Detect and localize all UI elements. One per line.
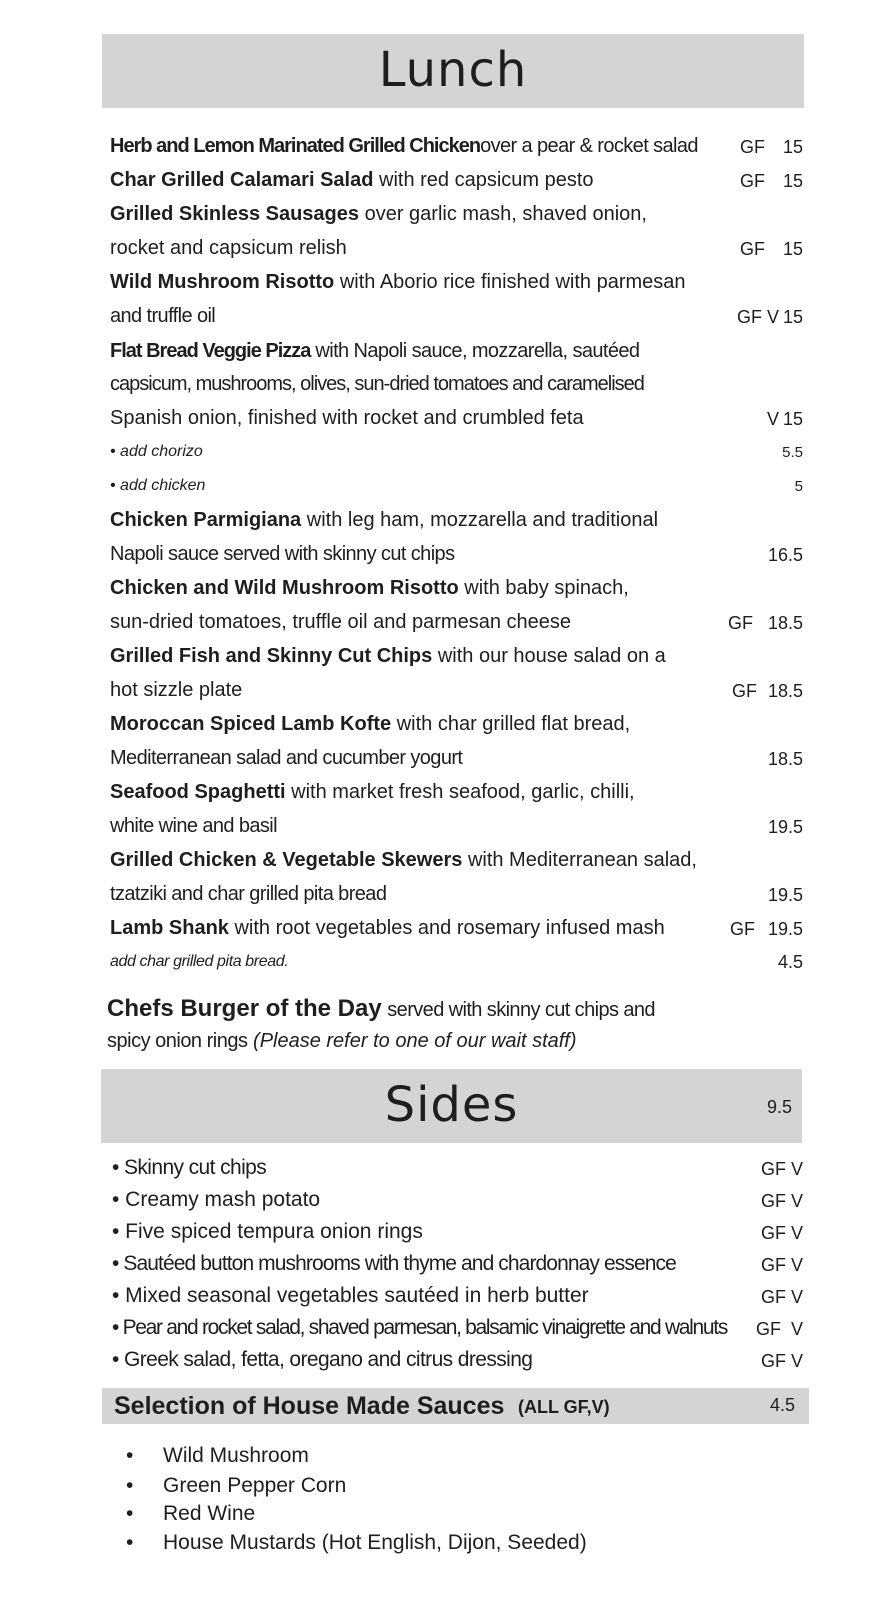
- item-name: Chicken Parmigiana: [110, 509, 302, 531]
- item-name: Grilled Fish and Skinny Cut Chips: [110, 645, 433, 667]
- sauces-title: Selection of House Made Sauces: [114, 1392, 505, 1420]
- menu-item: [110, 168, 594, 192]
- item-price: 18.5: [767, 749, 803, 769]
- side-item: • Pear and rocket salad, shaved parmesan, balsamic vinaigrette and walnuts: [112, 1316, 728, 1339]
- item-name: Char Grilled Calamari Salad: [110, 169, 374, 191]
- item-price: 15: [782, 171, 803, 191]
- side-item: • Greek salad, fetta, oregano and citrus dressing: [112, 1348, 533, 1371]
- item-desc: with char grilled flat bread,: [396, 713, 631, 735]
- item-price: 18.5: [767, 681, 803, 701]
- item-desc-line: rocket and capsicum relish: [110, 237, 347, 259]
- item-desc: over a pear & rocket salad: [480, 135, 698, 157]
- sides-header: [101, 1069, 802, 1143]
- sauces-note: (ALL GF,V): [518, 1397, 610, 1417]
- burger-item: [107, 997, 655, 1022]
- item-name: Herb and Lemon Marinated Grilled Chicken: [110, 135, 481, 157]
- item-name: Wild Mushroom Risotto: [110, 271, 335, 293]
- item-name: Flat Bread Veggie Pizza: [110, 340, 311, 362]
- side-item: • Five spiced tempura onion rings: [112, 1220, 423, 1243]
- item-name: Grilled Skinless Sausages: [110, 203, 360, 225]
- item-desc-line: and truffle oil: [110, 305, 216, 327]
- item-desc: with Aborio rice finished with parmesan: [339, 271, 686, 293]
- side-item: • Creamy mash potato: [112, 1188, 321, 1211]
- side-tags: GF V: [760, 1255, 803, 1275]
- item-desc-line: white wine and basil: [110, 815, 277, 837]
- item-price: 15: [782, 409, 803, 429]
- menu-item: [110, 916, 665, 940]
- item-desc-line: Napoli sauce served with skinny cut chips: [110, 543, 455, 565]
- item-desc: with leg ham, mozzarella and traditional: [306, 509, 659, 531]
- bullet: •: [126, 1444, 134, 1467]
- item-desc: with Napoli sauce, mozzarella, sautéed: [315, 340, 640, 362]
- item-desc: over garlic mash, shaved onion,: [364, 203, 647, 225]
- item-desc: with baby spinach,: [464, 577, 629, 599]
- bullet: •: [126, 1531, 134, 1554]
- item-desc-line: tzatziki and char grilled pita bread: [110, 883, 387, 905]
- sauce-item: • Red Wine: [126, 1500, 255, 1528]
- sauce-item: • Green Pepper Corn: [126, 1472, 346, 1500]
- item-desc: with our house salad on a: [437, 645, 666, 667]
- side-tags: GF V: [760, 1159, 803, 1179]
- side-tags: GF V: [760, 1351, 803, 1371]
- item-desc-line: Mediterranean salad and cucumber yogurt: [110, 747, 463, 769]
- item-tags: GF: [732, 681, 757, 701]
- burger-desc-line: spicy onion rings (Please refer to one of our wait staff): [107, 1030, 577, 1052]
- sides-price: 9.5: [766, 1097, 792, 1117]
- item-price: 16.5: [767, 545, 803, 565]
- side-tags: GF V: [760, 1223, 803, 1243]
- side-tags: GF V: [760, 1191, 803, 1211]
- menu-item: [110, 712, 630, 736]
- addon-price: 5: [794, 478, 803, 495]
- item-desc: with root vegetables and rosemary infused mash: [234, 917, 665, 939]
- menu-item: [110, 270, 686, 294]
- side-tags: GF V: [760, 1287, 803, 1307]
- item-name: Chicken and Wild Mushroom Risotto: [110, 577, 459, 599]
- addon-pita: add char grilled pita bread.: [110, 953, 289, 970]
- item-name: Seafood Spaghetti: [110, 781, 286, 803]
- item-tags: GF: [740, 171, 765, 191]
- menu-item: [110, 576, 629, 600]
- addon-chicken: • add chicken: [110, 477, 206, 494]
- sauce-item: • Wild Mushroom: [126, 1442, 309, 1470]
- item-price: 18.5: [767, 613, 803, 633]
- item-tags: GF: [730, 919, 755, 939]
- menu-item: [110, 134, 698, 158]
- side-tags: GF V: [755, 1319, 803, 1339]
- menu-item: [110, 202, 647, 226]
- item-price: 15: [782, 307, 803, 327]
- item-price: 19.5: [767, 885, 803, 905]
- menu-item: [110, 848, 697, 872]
- item-desc-line: capsicum, mushrooms, olives, sun-dried tomatoes and caramelised: [110, 373, 644, 395]
- addon-chorizo: • add chorizo: [110, 443, 203, 460]
- item-desc: with Mediterranean salad,: [467, 849, 697, 871]
- bullet: •: [126, 1502, 134, 1525]
- item-price: 15: [782, 137, 803, 157]
- addon-price: 4.5: [777, 952, 803, 972]
- menu-item: [110, 644, 666, 668]
- burger-note: (Please refer to one of our wait staff): [253, 1030, 577, 1052]
- item-desc-line: Spanish onion, finished with rocket and crumbled feta: [110, 407, 584, 429]
- sides-title: Sides: [384, 1077, 519, 1133]
- item-name: Lamb Shank: [110, 917, 229, 939]
- item-name: Grilled Chicken & Vegetable Skewers: [110, 849, 463, 871]
- lunch-title: Lunch: [378, 42, 528, 98]
- lunch-header: [102, 34, 804, 108]
- item-tags: GF: [740, 137, 765, 157]
- item-price: 15: [782, 239, 803, 259]
- item-desc-line: sun-dried tomatoes, truffle oil and parmesan cheese: [110, 611, 572, 633]
- item-desc: with red capsicum pesto: [379, 169, 594, 191]
- menu-item: [110, 339, 639, 363]
- bullet: •: [126, 1474, 134, 1497]
- side-item: • Sautéed button mushrooms with thyme and chardonnay essence: [112, 1252, 676, 1275]
- addon-price: 5.5: [782, 444, 803, 461]
- item-desc-line: hot sizzle plate: [110, 679, 243, 701]
- item-tags: V: [766, 409, 779, 429]
- sauces-price: 4.5: [769, 1395, 795, 1415]
- sauce-item: • House Mustards (Hot English, Dijon, Seeded): [126, 1529, 587, 1557]
- item-tags: GF V: [736, 307, 779, 327]
- item-name: Moroccan Spiced Lamb Kofte: [110, 713, 392, 735]
- burger-desc: served with skinny cut chips and: [387, 999, 655, 1021]
- item-tags: GF: [728, 613, 753, 633]
- item-desc: with market fresh seafood, garlic, chilli,: [291, 781, 635, 803]
- side-item: • Mixed seasonal vegetables sautéed in herb butter: [112, 1284, 589, 1307]
- menu-item: [110, 780, 635, 804]
- side-item: • Skinny cut chips: [112, 1156, 267, 1179]
- burger-name: Chefs Burger of the Day: [107, 995, 382, 1022]
- item-price: 19.5: [767, 817, 803, 837]
- menu-item: [110, 508, 658, 532]
- sauces-header: [102, 1388, 809, 1424]
- item-price: 19.5: [767, 919, 803, 939]
- item-tags: GF: [740, 239, 765, 259]
